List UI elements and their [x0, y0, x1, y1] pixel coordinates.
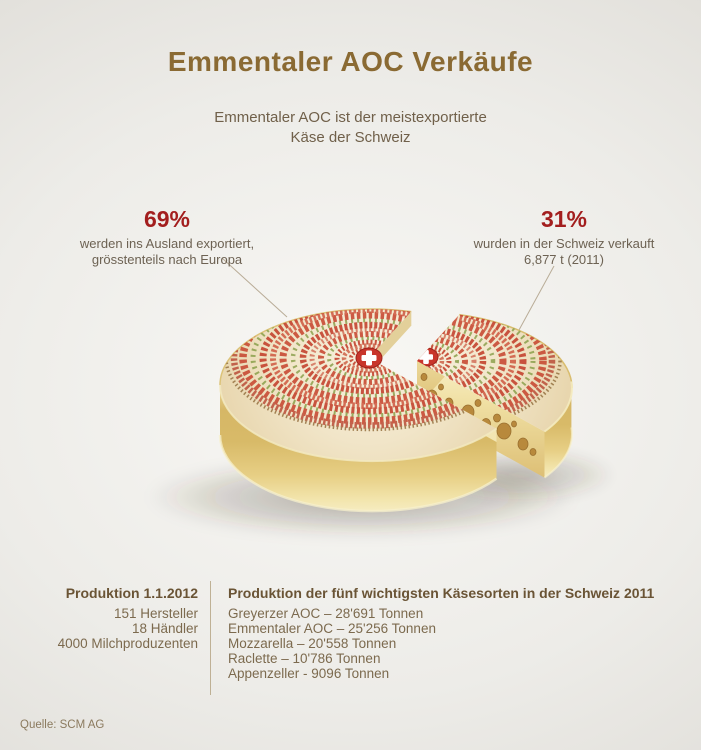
subtitle — [0, 108, 701, 148]
subtitle-line-2: Käse der Schweiz — [290, 129, 411, 146]
page-title: Emmentaler AOC Verkäufe — [167, 46, 534, 77]
top5-item: Emmentaler AOC – 25'256 Tonnen — [228, 620, 436, 636]
top5-item: Appenzeller - 9096 Tonnen — [228, 666, 390, 682]
stat-export-value: 69% — [143, 206, 191, 232]
top5-item: Raclette – 10'786 Tonnen — [228, 651, 381, 667]
stat-domestic-line-2: 6,877 t (2011) — [524, 252, 604, 267]
production-block — [8, 586, 198, 651]
production-header: Produktion 1.1.2012 — [65, 585, 198, 601]
leader-line-domestic — [519, 266, 554, 330]
top5-header: Produktion der fünf wichtigsten Käsesorten in der Schweiz 2011 — [228, 585, 655, 601]
stat-export-line-1: werden ins Ausland exportiert, — [79, 236, 255, 251]
stat-domestic-line-1: wurden in der Schweiz verkauft — [473, 236, 655, 251]
production-line-1: 151 Hersteller — [113, 605, 198, 621]
stat-export-line-2: grösstenteils nach Europa — [91, 252, 243, 267]
top5-item: Mozzarella – 20'558 Tonnen — [228, 635, 397, 651]
top5-item: Greyerzer AOC – 28'691 Tonnen — [228, 605, 424, 621]
production-line-2: 18 Händler — [131, 620, 198, 636]
source-note: Quelle: SCM AG — [20, 719, 105, 731]
footer-divider — [210, 581, 211, 695]
subtitle-line-1: Emmentaler AOC ist der meistexportierte — [214, 109, 487, 126]
production-line-3: 4000 Milchproduzenten — [57, 635, 198, 651]
stat-export — [57, 206, 277, 268]
stat-domestic-value: 31% — [540, 206, 588, 232]
stat-domestic — [454, 206, 674, 268]
top5-block — [228, 586, 678, 682]
swiss-cross-medallion — [356, 348, 382, 368]
